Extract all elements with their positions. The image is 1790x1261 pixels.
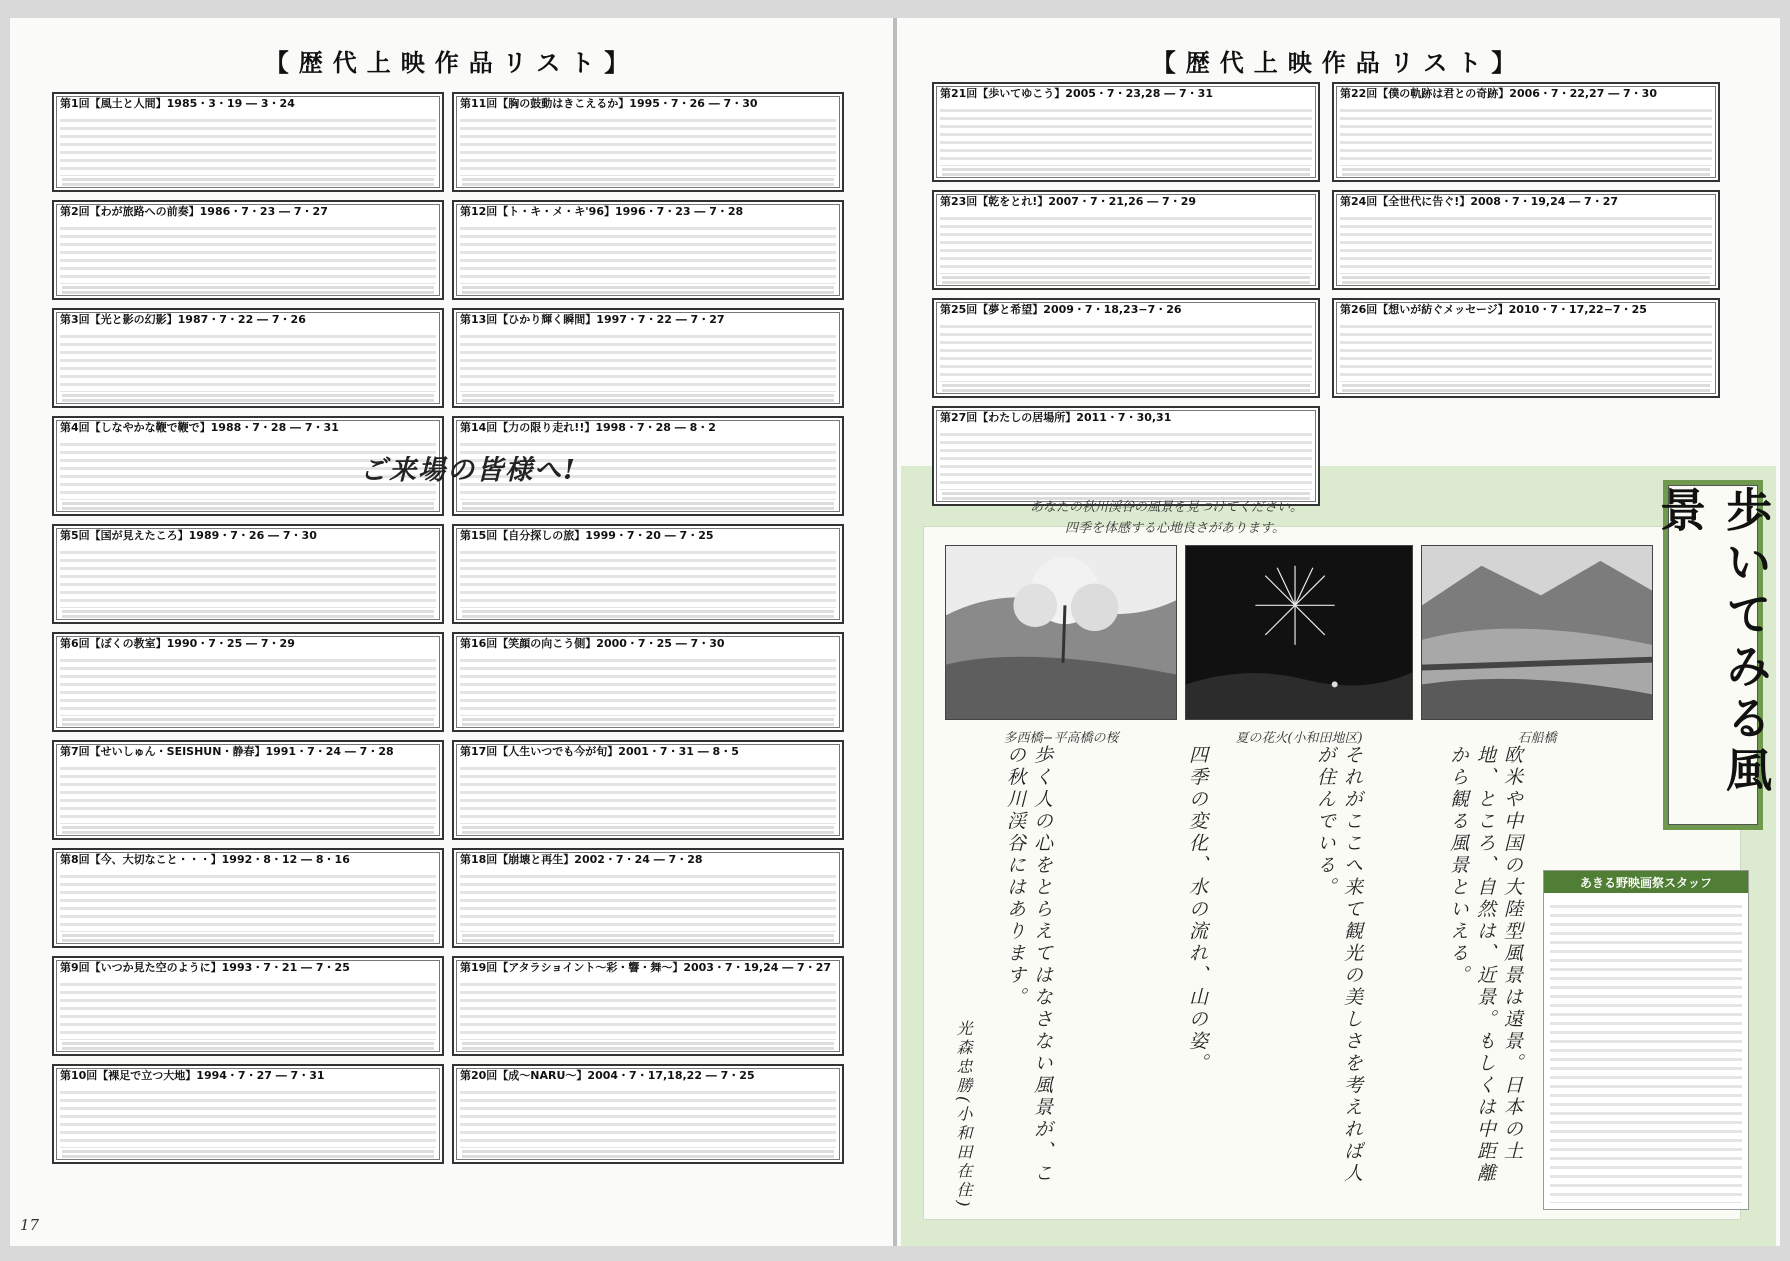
entry-title: 第15回【自分探しの旅】1999・7・20 ― 7・25 bbox=[460, 529, 714, 542]
festival-entry bbox=[52, 524, 444, 624]
entry-title: 第5回【国が見えたころ】1989・7・26 ― 7・30 bbox=[60, 529, 317, 542]
festival-entry bbox=[452, 1064, 844, 1164]
festival-entry bbox=[1332, 82, 1720, 182]
festival-entry bbox=[1332, 190, 1720, 290]
entry-guest-line bbox=[62, 1042, 434, 1050]
festival-entry bbox=[52, 632, 444, 732]
essay-column-4: 歩く人の心をとらえてはなさない風景が、この秋川渓谷にはあります。 bbox=[1004, 745, 1053, 1185]
photo-caption-3: 石船橋 bbox=[1517, 731, 1557, 746]
entry-guest-line bbox=[462, 286, 834, 294]
festival-entry bbox=[1332, 298, 1720, 398]
entry-guest-line bbox=[62, 934, 434, 942]
entry-body-text bbox=[60, 114, 436, 176]
festival-entry bbox=[932, 190, 1320, 290]
entry-body-text bbox=[460, 654, 836, 716]
entry-guest-line bbox=[62, 394, 434, 402]
festival-entry bbox=[452, 92, 844, 192]
festival-entry bbox=[52, 200, 444, 300]
entry-title: 第22回【僕の軌跡は君との奇跡】2006・7・22,27 ― 7・30 bbox=[1340, 87, 1657, 100]
festival-entry bbox=[932, 82, 1320, 182]
entry-title: 第14回【力の限り走れ!!】1998・7・28 ― 8・2 bbox=[460, 421, 716, 434]
entry-title: 第17回【人生いつでも今が旬】2001・7・31 ― 8・5 bbox=[460, 745, 739, 758]
entry-title: 第23回【乾をとれ!】2007・7・21,26 ― 7・29 bbox=[940, 195, 1197, 208]
festival-entry bbox=[452, 200, 844, 300]
festival-entry bbox=[52, 308, 444, 408]
entry-title: 第18回【崩壊と再生】2002・7・24 ― 7・28 bbox=[460, 853, 703, 866]
page-header-right: 【歴代上映作品リスト】 bbox=[1151, 47, 1526, 77]
page-number: 17 bbox=[20, 1216, 40, 1234]
entry-title: 第12回【ト・キ・メ・キ'96】1996・7・23 ― 7・28 bbox=[460, 205, 744, 218]
entry-body-text bbox=[60, 546, 436, 608]
entry-title: 第13回【ひかり輝く瞬間】1997・7・22 ― 7・27 bbox=[460, 313, 725, 326]
entry-body-text bbox=[1340, 320, 1712, 382]
festival-entry bbox=[452, 848, 844, 948]
entry-body-text bbox=[940, 104, 1312, 166]
entry-title: 第2回【わが旅路への前奏】1986・7・23 ― 7・27 bbox=[60, 205, 328, 218]
entry-title: 第11回【胸の鼓動はきこえるか】1995・7・26 ― 7・30 bbox=[460, 97, 758, 110]
entry-guest-line bbox=[462, 610, 834, 618]
entry-title: 第21回【歩いてゆこう】2005・7・23,28 ― 7・31 bbox=[940, 87, 1213, 100]
entry-guest-line bbox=[462, 826, 834, 834]
feature-vertical-title-box bbox=[1653, 485, 1773, 825]
entry-body-text bbox=[60, 654, 436, 716]
entry-body-text bbox=[60, 1086, 436, 1148]
entry-title: 第27回【わたしの居場所】2011・7・30,31 bbox=[940, 411, 1172, 424]
entry-guest-line bbox=[62, 502, 434, 510]
entry-guest-line bbox=[1342, 168, 1710, 176]
festival-entry bbox=[52, 1064, 444, 1164]
entry-body-text bbox=[60, 762, 436, 824]
festival-entry bbox=[452, 308, 844, 408]
entry-guest-line bbox=[62, 1150, 434, 1158]
entry-title: 第26回【想いが紡ぐメッセージ】2010・7・17,22−7・25 bbox=[1340, 303, 1647, 316]
essay-column-1: 欧米や中国の大陸型風景は遠景。日本の土地、ところ、自然は、近景。もしくは中距離から観る風景といえる。 bbox=[1447, 745, 1523, 1185]
entry-guest-line bbox=[62, 826, 434, 834]
entry-guest-line bbox=[462, 178, 834, 186]
entry-guest-line bbox=[942, 168, 1310, 176]
entry-guest-line bbox=[62, 286, 434, 294]
entry-body-text bbox=[460, 762, 836, 824]
entry-title: 第6回【ぼくの教室】1990・7・25 ― 7・29 bbox=[60, 637, 295, 650]
entry-body-text bbox=[460, 1086, 836, 1148]
festival-entry bbox=[452, 956, 844, 1056]
entry-guest-line bbox=[62, 610, 434, 618]
entry-body-text bbox=[460, 870, 836, 932]
entry-title: 第16回【笑顔の向こう側】2000・7・25 ― 7・30 bbox=[460, 637, 725, 650]
feature-headline: ご来場の皆様へ! bbox=[360, 455, 577, 486]
entry-body-text bbox=[460, 978, 836, 1040]
entry-body-text bbox=[940, 428, 1312, 490]
festival-entry bbox=[52, 740, 444, 840]
left-page bbox=[10, 18, 893, 1246]
staff-list-title: あきる野映画祭スタッフ bbox=[1544, 871, 1748, 893]
entry-body-text bbox=[940, 212, 1312, 274]
essay-author: 光森忠勝(小和田在住) bbox=[954, 1020, 973, 1210]
festival-entry bbox=[52, 92, 444, 192]
entry-guest-line bbox=[462, 934, 834, 942]
festival-entry bbox=[452, 632, 844, 732]
entry-body-text bbox=[460, 546, 836, 608]
entry-guest-line bbox=[462, 1042, 834, 1050]
festival-entry bbox=[932, 406, 1320, 506]
photo-ishibune-bridge bbox=[1421, 545, 1653, 720]
entry-guest-line bbox=[942, 276, 1310, 284]
entry-guest-line bbox=[1342, 384, 1710, 392]
entry-body-text bbox=[60, 222, 436, 284]
entry-guest-line bbox=[942, 384, 1310, 392]
photo-caption-2: 夏の花火(小和田地区) bbox=[1235, 731, 1363, 746]
staff-list bbox=[1543, 870, 1749, 1210]
entry-title: 第7回【せいしゅん・SEISHUN・静春】1991・7・24 ― 7・28 bbox=[60, 745, 394, 758]
entry-guest-line bbox=[462, 1150, 834, 1158]
entry-title: 第1回【風土と人間】1985・3・19 ― 3・24 bbox=[60, 97, 295, 110]
entry-guest-line bbox=[462, 718, 834, 726]
entry-guest-line bbox=[62, 178, 434, 186]
photo-fireworks bbox=[1185, 545, 1413, 720]
entry-title: 第24回【全世代に告ぐ!】2008・7・19,24 ― 7・27 bbox=[1340, 195, 1619, 208]
entry-title: 第20回【成〜NARU〜】2004・7・17,18,22 ― 7・25 bbox=[460, 1069, 755, 1082]
photo-caption-1: 多西橋−平高橋の桜 bbox=[1003, 731, 1119, 746]
festival-entry bbox=[52, 848, 444, 948]
feature-subtitle-2: 四季を体感する心地良さがあります。 bbox=[1065, 521, 1285, 536]
entry-title: 第3回【光と影の幻影】1987・7・22 ― 7・26 bbox=[60, 313, 306, 326]
festival-entry bbox=[452, 740, 844, 840]
feature-vertical-title: 歩いてみる風景 bbox=[1653, 486, 1773, 798]
entry-body-text bbox=[460, 222, 836, 284]
entry-body-text bbox=[60, 978, 436, 1040]
photo-cherry-blossom bbox=[945, 545, 1177, 720]
festival-entry bbox=[932, 298, 1320, 398]
entry-body-text bbox=[460, 330, 836, 392]
entry-title: 第19回【アタラショイント〜彩・響・舞〜】2003・7・19,24 ― 7・27 bbox=[460, 961, 831, 974]
entry-guest-line bbox=[462, 394, 834, 402]
entry-guest-line bbox=[462, 502, 834, 510]
feature-subtitle-1: あなたの秋川渓谷の風景を見つけてください。 bbox=[1030, 500, 1304, 515]
essay-column-2: それがここへ来て観光の美しさを考えれば人が住んでいる。 bbox=[1314, 745, 1363, 1185]
festival-entry bbox=[52, 956, 444, 1056]
entry-body-text bbox=[1340, 104, 1712, 166]
entry-body-text bbox=[60, 330, 436, 392]
entry-body-text bbox=[1340, 212, 1712, 274]
entry-body-text bbox=[460, 114, 836, 176]
staff-list-rows bbox=[1550, 899, 1742, 1203]
entry-guest-line bbox=[62, 718, 434, 726]
entry-title: 第8回【今、大切なこと・・・】1992・8・12 ― 8・16 bbox=[60, 853, 350, 866]
feature-vertical-title-frame bbox=[1653, 480, 1773, 830]
entry-title: 第4回【しなやかな鞭で鞭で】1988・7・28 ― 7・31 bbox=[60, 421, 339, 434]
entry-guest-line bbox=[1342, 276, 1710, 284]
entry-title: 第10回【裸足で立つ大地】1994・7・27 ― 7・31 bbox=[60, 1069, 325, 1082]
festival-entry bbox=[452, 524, 844, 624]
essay-column-3: 四季の変化、水の流れ、山の姿。 bbox=[1186, 745, 1208, 1075]
entry-title: 第9回【いつか見た空のように】1993・7・21 ― 7・25 bbox=[60, 961, 350, 974]
entry-body-text bbox=[60, 870, 436, 932]
entry-body-text bbox=[940, 320, 1312, 382]
page-header: 【歴代上映作品リスト】 bbox=[264, 47, 639, 77]
entry-title: 第25回【夢と希望】2009・7・18,23−7・26 bbox=[940, 303, 1182, 316]
